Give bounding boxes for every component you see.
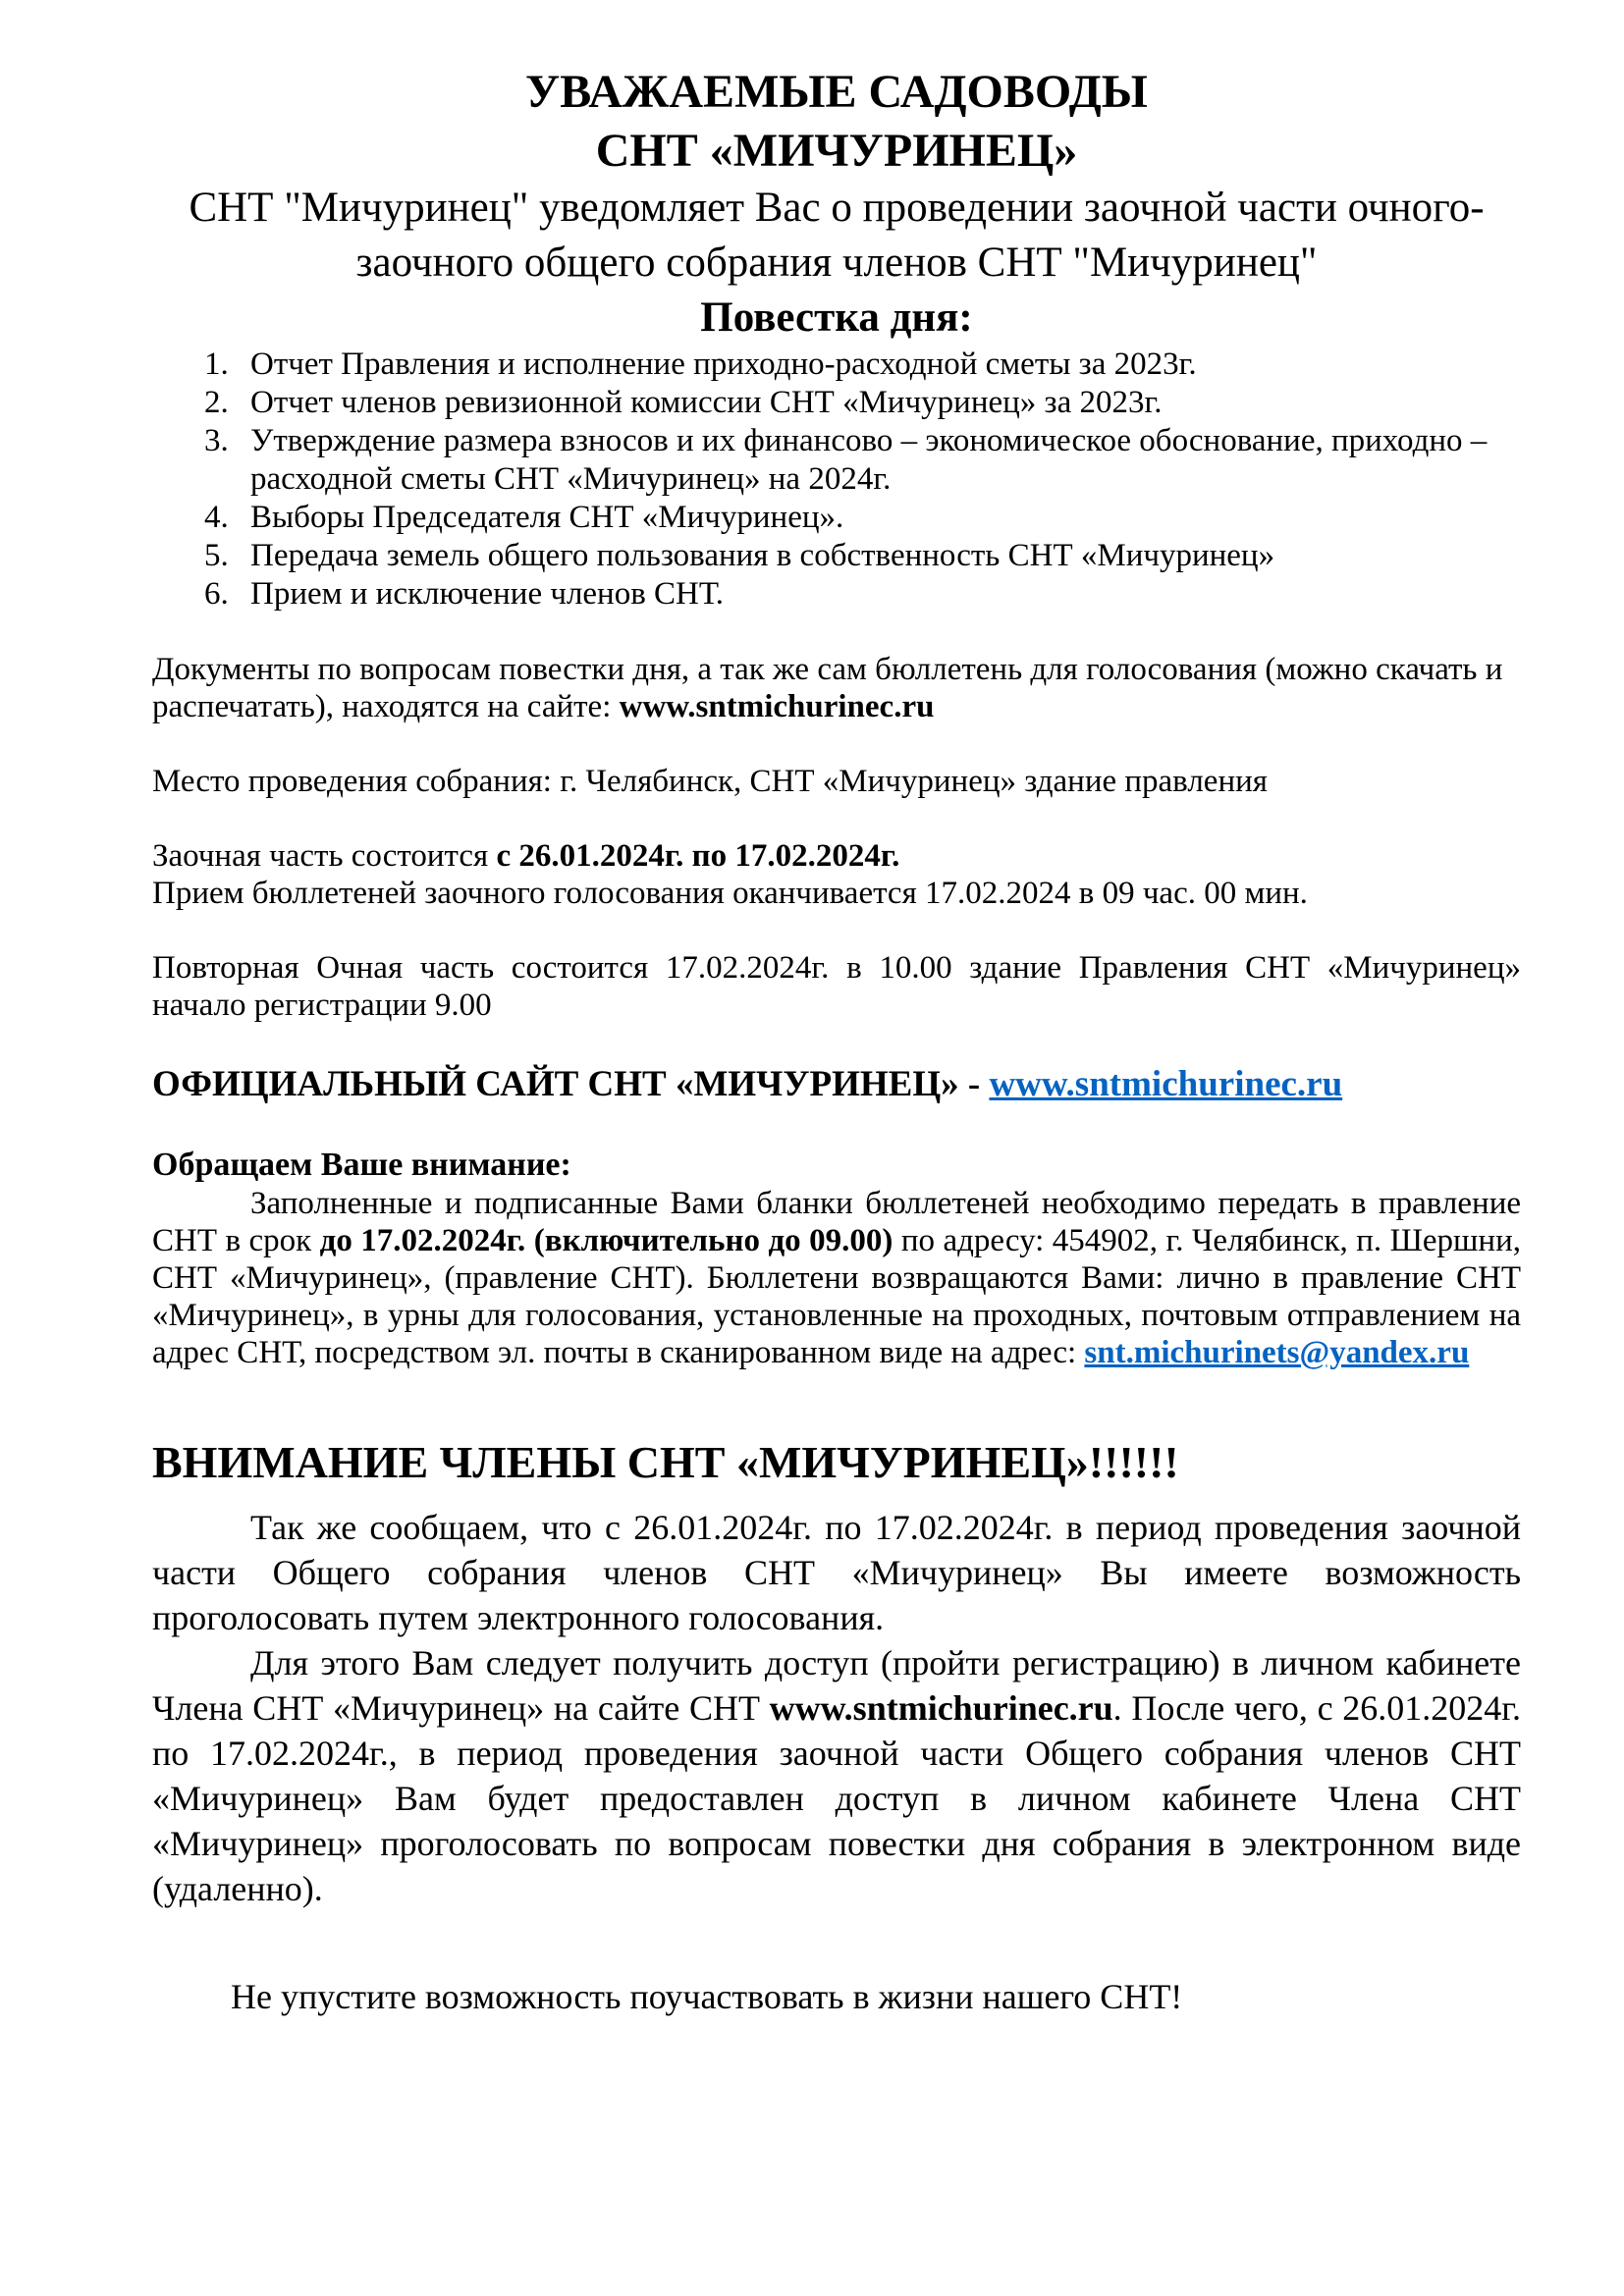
agenda-item-number: 3. — [204, 423, 229, 458]
notice-deadline-bold: до 17.02.2024г. (включительно до 09.00) — [319, 1223, 893, 1258]
absentee-text: Заочная часть состоится — [152, 838, 497, 874]
notice-text-before: Заполненные и подписанные Вами бланки бюллетеней необходимо передать в правление СНТ в срок — [152, 1186, 1521, 1258]
agenda-heading: Повестка дня: — [700, 294, 973, 341]
agenda-item-number: 5. — [204, 538, 229, 573]
location-line: Место проведения собрания: г. Челябинск, СНТ «Мичуринец» здание правления — [152, 764, 1268, 799]
warning-heading: ВНИМАНИЕ ЧЛЕНЫ СНТ «МИЧУРИНЕЦ»!!!!!! — [152, 1437, 1179, 1487]
agenda-item-text: Отчет Правления и исполнение приходно-расходной сметы за 2023г. — [250, 347, 1197, 382]
spacer — [152, 912, 1521, 949]
spacer — [152, 1024, 1521, 1061]
agenda-item-1 — [152, 346, 1521, 384]
email-link[interactable]: snt.michurinets@yandex.ru — [1084, 1335, 1470, 1370]
notice-paragraph — [152, 1185, 1521, 1371]
documents-paragraph — [152, 651, 1521, 725]
doc-subtitle — [152, 181, 1521, 291]
absentee-line — [152, 837, 1521, 875]
spacer — [152, 725, 1521, 763]
agenda-item-number: 1. — [204, 347, 229, 382]
closing-line: Не упустите возможность поучаствовать в жизни нашего СНТ! — [231, 1977, 1183, 2016]
agenda-item-text: Утверждение размера взносов и их финансово – экономическое обоснование, приходно – расходной сметы СНТ «Мичуринец» на 2024г. — [250, 423, 1488, 497]
repeat-meeting-paragraph: Повторная Очная часть состоится 17.02.2024г. в 10.00 здание Правления СНТ «Мичуринец» начало регистрации 9.00 — [152, 950, 1521, 1023]
agenda-item-number: 4. — [204, 500, 229, 535]
agenda-item-number: 2. — [204, 385, 229, 420]
absentee-dates-bold: с 26.01.2024г. по 17.02.2024г. — [496, 838, 900, 874]
official-site-link[interactable]: www.sntmichurinec.ru — [989, 1064, 1343, 1104]
doc-title-line-2: СНТ «МИЧУРИНЕЦ» — [595, 125, 1078, 177]
agenda-item-6 — [152, 575, 1521, 614]
notice-heading: Обращаем Ваше внимание: — [152, 1147, 571, 1183]
doc-title-line-1: УВАЖАЕМЫЕ САДОВОДЫ — [525, 66, 1148, 118]
notice-text-after: по адресу: 454902, г. Челябинск, п. Шершни, СНТ «Мичуринец», (правление СНТ). Бюллетени возвращаются Вами: лично в правление СНТ «Мичуринец», в урны для голосования, установленные на проходных, почтовым отправлением на адрес СНТ, посредством эл. почты в сканированном виде на адрес: — [152, 1223, 1522, 1370]
agenda-item-5 — [152, 537, 1521, 575]
spacer — [152, 1371, 1521, 1434]
agenda-item-number: 6. — [204, 576, 229, 612]
spacer — [152, 800, 1521, 837]
doc-title — [152, 63, 1521, 181]
agenda-item-2 — [152, 384, 1521, 422]
agenda-item-text: Передача земель общего пользования в собственность СНТ «Мичуринец» — [250, 538, 1275, 573]
warning-text-after: . После чего, с 26.01.2024г. по 17.02.2024г., в период проведения заочной части Общего собрания членов СНТ «Мичуринец» Вам будет предоставлен доступ в личном кабинете Члена СНТ «Мичуринец» проголосовать по вопросам повестки дня собрания в электронном виде (удаленно). — [152, 1688, 1521, 1908]
agenda-item-3 — [152, 422, 1521, 499]
spacer — [152, 1108, 1521, 1146]
agenda-item-text: Прием и исключение членов СНТ. — [250, 576, 724, 612]
ballots-deadline-line: Прием бюллетеней заочного голосования оканчивается 17.02.2024 в 09 час. 00 мин. — [152, 876, 1308, 911]
warning-paragraph-2 — [152, 1640, 1521, 1911]
documents-site-bold: www.sntmichurinec.ru — [619, 689, 935, 724]
warning-site-bold: www.sntmichurinec.ru — [769, 1688, 1113, 1728]
agenda-list — [152, 346, 1521, 614]
doc-subtitle-line-2: заочного общего собрания членов СНТ "Мичуринец" — [355, 240, 1318, 286]
spacer — [152, 614, 1521, 651]
agenda-item-text: Отчет членов ревизионной комиссии СНТ «Мичуринец» за 2023г. — [250, 385, 1163, 420]
agenda-item-text: Выборы Председателя СНТ «Мичуринец». — [250, 500, 844, 535]
spacer — [152, 1911, 1521, 1974]
doc-subtitle-line-1: СНТ "Мичуринец" уведомляет Вас о проведении заочной части очного- — [189, 185, 1485, 231]
warning-text-before: Для этого Вам следует получить доступ (пройти регистрацию) в личном кабинете Члена СНТ «Мичуринец» на сайте СНТ — [152, 1643, 1521, 1728]
warning-paragraph-1: Так же сообщаем, что с 26.01.2024г. по 17.02.2024г. в период проведения заочной части Общего собрания членов СНТ «Мичуринец» Вы имеете возможность проголосовать путем электронного голосования. — [152, 1508, 1521, 1637]
documents-text: Документы по вопросам повестки дня, а так же сам бюллетень для голосования (можно скачать и распечатать), находятся на сайте: — [152, 652, 1503, 724]
official-site-label: ОФИЦИАЛЬНЫЙ САЙТ СНТ «МИЧУРИНЕЦ» - — [152, 1064, 990, 1104]
agenda-item-4 — [152, 499, 1521, 537]
spacer — [152, 1491, 1521, 1505]
official-site-line — [152, 1061, 1521, 1108]
